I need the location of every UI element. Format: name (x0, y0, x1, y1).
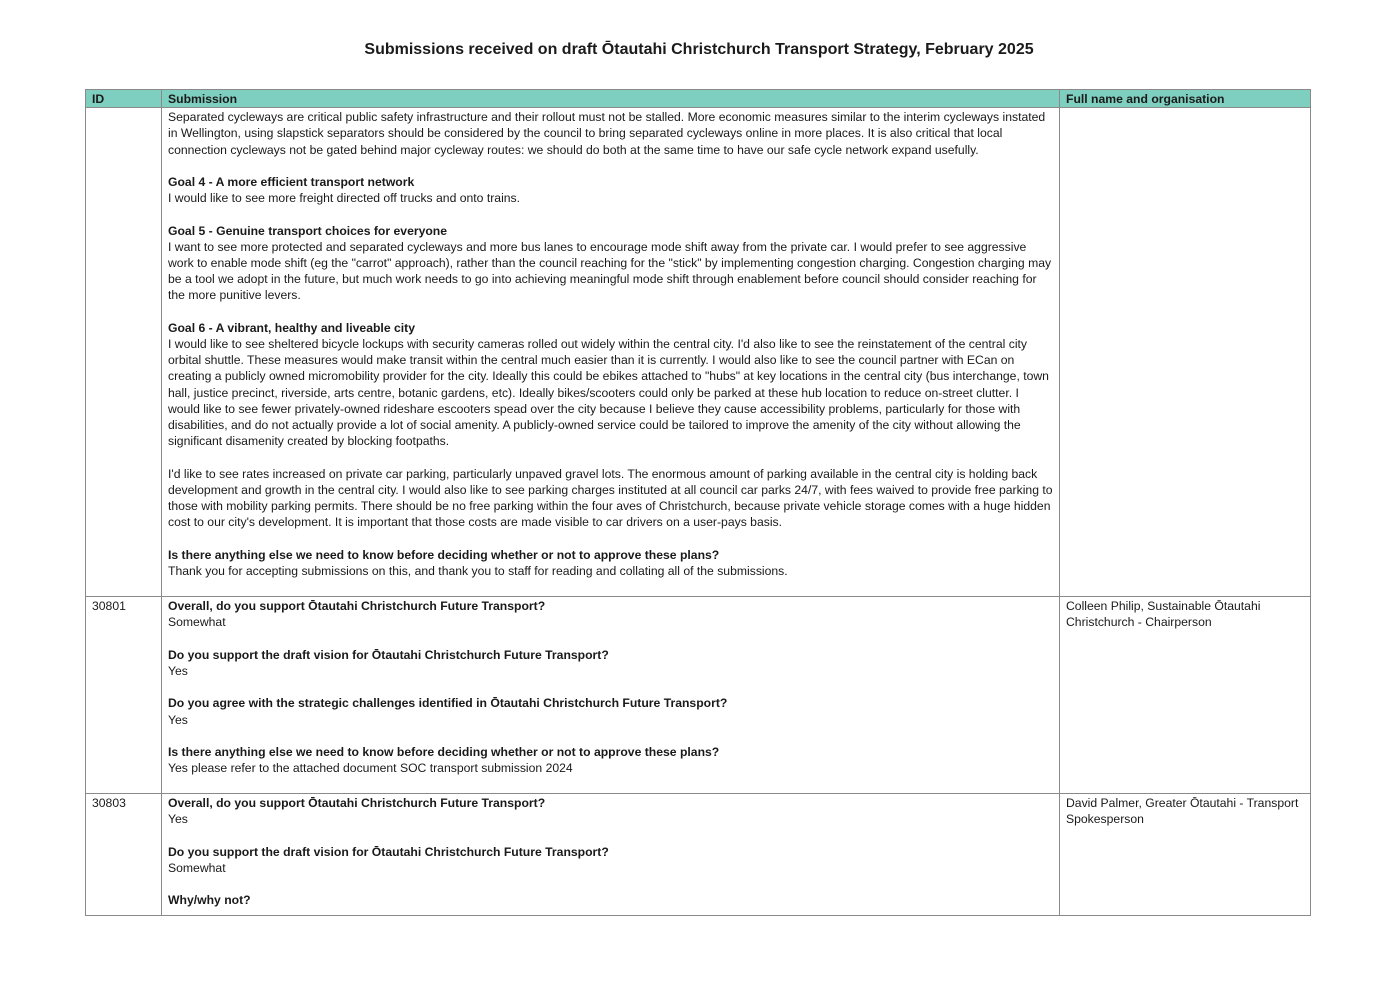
table-row (86, 597, 1311, 794)
submission-text: I'd like to see rates increased on private car parking, particularly unpaved gravel lots. The enormous amount of parking available in the central city is holding back development and growth in the central city. I would also like to see parking charges instituted at all council car parks 24/7, with fees waived to provide free parking to those with mobility parking permits. There should be no free parking within the four aves of Christchurch, because private vehicle storage comes with a huge hidden cost to our city's development. It is important that those costs are made visible to car drivers on a user-pays basis. (168, 466, 1053, 530)
table-header-row (86, 90, 1311, 108)
answer: Yes (168, 712, 188, 727)
cell-submission (162, 794, 1060, 915)
answer: Yes (168, 664, 188, 678)
goal-heading: Goal 4 - A more efficient transport network (168, 175, 415, 189)
table-row (86, 108, 1311, 597)
goal-heading: Goal 5 - Genuine transport choices for everyone (168, 223, 448, 238)
question: Overall, do you support Ōtautahi Christchurch Future Transport? (168, 796, 546, 811)
goal-heading: Goal 6 - A vibrant, healthy and liveable city (168, 320, 415, 335)
cell-id: 30801 (86, 597, 162, 794)
cell-id: 30803 (86, 794, 162, 915)
question: Do you support the draft vision for Ōtautahi Christchurch Future Transport? (168, 844, 609, 859)
table-row (86, 794, 1311, 915)
question: Why/why not? (168, 893, 251, 908)
answer: Somewhat (168, 861, 226, 875)
header-name: Full name and organisation (1060, 90, 1311, 108)
answer: Yes please refer to the attached document SOC transport submission 2024 (168, 761, 573, 776)
answer: Thank you for accepting submissions on this, and thank you to staff for reading and collating all of the submissions. (168, 563, 788, 578)
answer: Yes (168, 812, 188, 827)
question: Is there anything else we need to know before deciding whether or not to approve these plans? (168, 547, 720, 562)
question: Overall, do you support Ōtautahi Christchurch Future Transport? (168, 599, 546, 614)
submissions-table (85, 89, 1311, 916)
cell-name: Colleen Philip, Sustainable Ōtautahi Christchurch - Chairperson (1060, 597, 1311, 794)
cell-name: David Palmer, Greater Ōtautahi - Transport Spokesperson (1060, 794, 1311, 915)
cell-name (1060, 108, 1311, 597)
cell-id (86, 108, 162, 597)
cell-submission (162, 597, 1060, 794)
submission-text: I would like to see sheltered bicycle lockups with security cameras rolled out widely within the central city. I'd also like to see the reinstatement of the central city orbital shuttle. These measures would make transit within the central much easier than it is currently. I would also like to see the council partner with ECan on creating a publicly owned micromobility provider for the city. Ideally this could be ebikes attached to "hubs" at key locations in the central city (bus interchange, town hall, justice precinct, riverside, arts centre, botanic gardens, etc). Ideally bikes/scooters could only be parked at these hub location to reduce on-street clutter. I would like to see fewer privately-owned rideshare escooters spead over the city because I believe they cause accessibility problems, particularly for those with disabilities, and do not actually provide a lot of social amenity. A publicly-owned service could be tailored to improve the amenity of the city without allowing the significant disamenity created by blocking footpaths. (168, 337, 1049, 449)
question: Do you support the draft vision for Ōtautahi Christchurch Future Transport? (168, 647, 609, 662)
header-id: ID (86, 90, 162, 108)
question: Do you agree with the strategic challenges identified in Ōtautahi Christchurch Future Transport? (168, 696, 728, 711)
submission-text: I would like to see more freight directed off trucks and onto trains. (168, 191, 521, 206)
header-submission: Submission (162, 90, 1060, 108)
question: Is there anything else we need to know before deciding whether or not to approve these plans? (168, 744, 720, 759)
submission-text: Separated cycleways are critical public safety infrastructure and their rollout must not be stalled. More economic measures similar to the interim cycleways instated in Wellington, using slapstick separators should be considered by the council to bring separated cycleways online in more places. It is also critical that local connection cycleways not be gated behind major cycleway routes: we should do both at the same time to have our safe cycle network expand usefully. (168, 110, 1046, 157)
answer: Somewhat (168, 615, 226, 630)
page-title: Submissions received on draft Ōtautahi Christchurch Transport Strategy, February 2025 (364, 41, 1034, 58)
submission-text: I want to see more protected and separated cycleways and more bus lanes to encourage mode shift away from the private car. I would prefer to see aggressive work to enable mode shift (eg the "carrot" approach), rather than the council reaching for the "stick" by implementing congestion charging. Congestion charging may be a tool we adopt in the future, but much work needs to go into achieving meaningful mode shift through enablement before council should consider reaching for the more punitive levers. (168, 239, 1052, 303)
cell-submission (162, 108, 1060, 597)
